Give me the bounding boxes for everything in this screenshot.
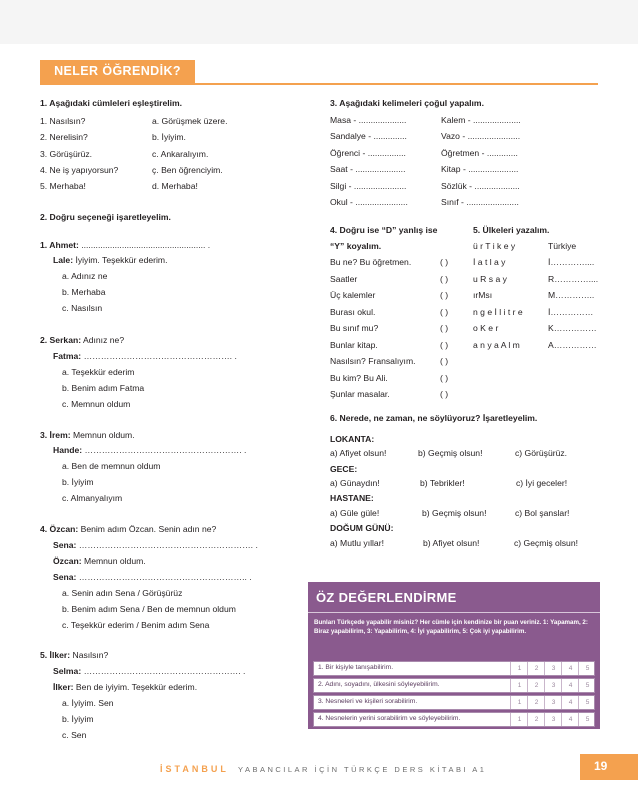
s6-title: 6. Nerede, ne zaman, ne söylüyoruz? İşaretleyelim.	[330, 413, 538, 423]
s3-right-3: Öğretmen - .............	[441, 148, 518, 158]
s1-left-4: 4. Ne iş yapıyorsun?	[40, 165, 119, 175]
score-2[interactable]: 2	[527, 679, 545, 692]
q5-text3: Ben de iyiyim. Teşekkür ederim.	[73, 682, 198, 692]
s5-answer-4: M…………..	[548, 290, 595, 300]
s3-right-5: Sözlük - ...................	[441, 181, 520, 191]
page-number: 19	[594, 759, 608, 773]
s4-item-3: Üç kalemler	[330, 290, 376, 300]
assessment-row-label: 1. Bir kişiyle tanışabilirim.	[318, 664, 394, 671]
q3-line1	[40, 429, 135, 441]
q4-opt-a: a. Senin adın Sena / Görüşürüz	[62, 588, 183, 598]
s6-hastane-a[interactable]: a) Güle güle!	[330, 508, 380, 518]
s4-item-8: Bu kim? Bu Ali.	[330, 373, 388, 383]
score-5[interactable]: 5	[578, 662, 596, 675]
q3-opt-b: b. İyiyim	[62, 477, 94, 487]
s5-scrambled-1: ü r T i k e y	[473, 241, 516, 251]
assessment-row-4	[313, 712, 595, 727]
s5-answer-5: İ……………	[548, 307, 594, 317]
s4-title-1: 4. Doğru ise “D” yanlış ise	[330, 225, 438, 235]
q1-text2: İyiyim. Teşekkür ederim.	[73, 255, 168, 265]
s5-answer-3: R…………....	[548, 274, 599, 284]
section-banner: NELER ÖĞRENDİK?	[40, 60, 195, 83]
q4-line1	[40, 523, 216, 535]
footer-istanbul: İSTANBUL	[160, 764, 229, 774]
s1-right-b: b. İyiyim.	[152, 132, 186, 142]
s4-item-2: Saatler	[330, 274, 358, 284]
answer-box-9[interactable]: ( )	[440, 389, 449, 399]
s6-gece-c[interactable]: c) İyi geceler!	[516, 478, 568, 488]
score-4[interactable]: 4	[561, 679, 579, 692]
s3-left-4: Saat - .....................	[330, 164, 406, 174]
s6-heading-hastane: HASTANE:	[330, 493, 374, 503]
s1-left-3: 3. Görüşürüz.	[40, 149, 93, 159]
q4-opt-c: c. Teşekkür ederim / Benim adım Sena	[62, 620, 210, 630]
q1-speaker: 1. Ahmet:	[40, 240, 79, 250]
s3-left-6: Okul - ......................	[330, 197, 408, 207]
s1-right-a: a. Görüşmek üzere.	[152, 116, 228, 126]
s6-dogumgunu-c[interactable]: c) Geçmiş olsun!	[514, 538, 578, 548]
s3-right-1: Kalem - ....................	[441, 115, 521, 125]
q2-speaker2: Fatma:	[53, 351, 82, 361]
q3-speaker: 3. İrem:	[40, 430, 71, 440]
self-assessment-title: ÖZ DEĞERLENDİRME	[316, 590, 457, 605]
s6-lokanta-b[interactable]: b) Geçmiş olsun!	[418, 448, 483, 458]
score-1[interactable]: 1	[510, 696, 528, 709]
s5-answer-7: A……………	[548, 340, 597, 350]
s4-item-7: Nasılsın? Fransalıyım.	[330, 356, 416, 366]
assessment-row-2	[313, 678, 595, 693]
q5-line1	[40, 649, 108, 661]
s6-gece-a[interactable]: a) Günaydın!	[330, 478, 380, 488]
q4-opt-b: b. Benim adım Sena / Ben de memnun oldum	[62, 604, 236, 614]
s5-answer-2: İ…………....	[548, 257, 595, 267]
q5-line3	[53, 681, 197, 693]
score-5[interactable]: 5	[578, 679, 596, 692]
s1-left-5: 5. Merhaba!	[40, 181, 86, 191]
s4-title-2: “Y” koyalım.	[330, 241, 382, 251]
score-5[interactable]: 5	[578, 713, 596, 726]
s6-dogumgunu-b[interactable]: b) Afiyet olsun!	[423, 538, 480, 548]
s3-left-3: Öğrenci - ................	[330, 148, 406, 158]
q2-line2	[53, 350, 237, 362]
score-2[interactable]: 2	[527, 696, 545, 709]
s1-right-c: c. Ankaralıyım.	[152, 149, 209, 159]
q5-speaker: 5. İlker:	[40, 650, 71, 660]
banner-rule	[40, 83, 598, 85]
q1-opt-c: c. Nasılsın	[62, 303, 103, 313]
s5-scrambled-6: o K e r	[473, 323, 499, 333]
s3-left-2: Sandalye - ..............	[330, 131, 407, 141]
q1-opt-a: a. Adınız ne	[62, 271, 108, 281]
q5-line2	[53, 665, 245, 677]
s3-right-2: Vazo - ......................	[441, 131, 521, 141]
s5-scrambled-5: n g e İ l i t r e	[473, 307, 523, 317]
score-3[interactable]: 3	[544, 713, 562, 726]
score-2[interactable]: 2	[527, 662, 545, 675]
answer-box-3[interactable]: ( )	[440, 290, 449, 300]
s4-item-9: Şunlar masalar.	[330, 389, 390, 399]
s5-scrambled-4: ırMsı	[473, 290, 493, 300]
q2-text1: Adınız ne?	[81, 335, 125, 345]
q1-opt-b: b. Merhaba	[62, 287, 106, 297]
s3-right-4: Kitap - .....................	[441, 164, 519, 174]
q3-opt-c: c. Almanyalıyım	[62, 493, 123, 503]
q5-speaker3: İlker:	[53, 682, 74, 692]
s6-heading-dogumgunu: DOĞUM GÜNÜ:	[330, 523, 394, 533]
q5-text1: Nasılsın?	[70, 650, 109, 660]
s1-right-cc: ç. Ben öğrenciyim.	[152, 165, 223, 175]
q2-text2: ……………………………………………. .	[81, 351, 237, 361]
score-3[interactable]: 3	[544, 662, 562, 675]
score-1[interactable]: 1	[510, 662, 528, 675]
score-3[interactable]: 3	[544, 696, 562, 709]
s2-title: 2. Doğru seçeneği işaretleyelim.	[40, 212, 171, 222]
s4-item-1: Bu ne? Bu öğretmen.	[330, 257, 412, 267]
q1-line1	[40, 239, 210, 251]
q5-opt-a: a. İyiyim. Sen	[62, 698, 114, 708]
q4-text2: ……………………………………………………. .	[76, 540, 258, 550]
self-assessment-desc: Bunları Türkçede yapabilir misiniz? Her cümle için kendinize bir puan veriniz. 1: Yapamam, 2: Biraz yapabilirim, 3: Yapabilirim, 4: İyi yapabilirim, 5: Çok iyi yapabilirim.	[314, 619, 588, 635]
q2-opt-a: a. Teşekkür ederim	[62, 367, 135, 377]
s6-lokanta-a[interactable]: a) Afiyet olsun!	[330, 448, 387, 458]
q2-opt-b: b. Benim adım Fatma	[62, 383, 145, 393]
footer-subtitle: YABANCILAR İÇİN TÜRKÇE DERS KİTABI A1	[238, 765, 487, 774]
s6-lokanta-c[interactable]: c) Görüşürüz.	[515, 448, 568, 458]
assessment-row-3	[313, 695, 595, 710]
top-margin-band	[0, 0, 638, 44]
assessment-row-label: 3. Nesneleri ve kişileri sorabilirim.	[318, 698, 418, 705]
score-4[interactable]: 4	[561, 713, 579, 726]
s4-item-5: Bu sınıf mu?	[330, 323, 379, 333]
answer-box-8[interactable]: ( )	[440, 373, 449, 383]
q1-blank: .................................................... .	[78, 240, 211, 250]
s1-right-d: d. Merhaba!	[152, 181, 198, 191]
q3-line2	[53, 444, 246, 456]
answer-box-7[interactable]: ( )	[440, 356, 449, 366]
answer-box-2[interactable]: ( )	[440, 274, 449, 284]
q3-text1: Memnun oldum.	[70, 430, 135, 440]
q4-text1: Benim adım Özcan. Senin adın ne?	[78, 524, 217, 534]
s1-title: 1. Aşağıdaki cümleleri eşleştirelim.	[40, 98, 183, 108]
q3-text2: ………………………………………………. .	[82, 445, 247, 455]
s3-title: 3. Aşağıdaki kelimeleri çoğul yapalım.	[330, 98, 484, 108]
q3-speaker2: Hande:	[53, 445, 83, 455]
s6-dogumgunu-a[interactable]: a) Mutlu yıllar!	[330, 538, 384, 548]
s4-item-4: Burası okul.	[330, 307, 376, 317]
s6-hastane-b[interactable]: b) Geçmiş olsun!	[422, 508, 487, 518]
q4-line4	[53, 571, 252, 583]
s6-heading-lokanta: LOKANTA:	[330, 434, 375, 444]
assessment-row-label: 2. Adını, soyadını, ülkesini söyleyebilirim.	[318, 681, 440, 688]
assessment-row-label: 4. Nesnelerin yerini sorabilirim ve söyleyebilirim.	[318, 715, 461, 722]
q3-opt-a: a. Ben de memnun oldum	[62, 461, 161, 471]
s5-title: 5. Ülkeleri yazalım.	[473, 225, 550, 235]
answer-box-1[interactable]: ( )	[440, 257, 449, 267]
s5-scrambled-3: u R s a y	[473, 274, 507, 284]
q5-text2: ………………………………………………. .	[81, 666, 246, 676]
s3-left-5: Silgi - ......................	[330, 181, 407, 191]
s5-scrambled-7: a n y a A l m	[473, 340, 520, 350]
assessment-row-1	[313, 661, 595, 676]
score-4[interactable]: 4	[561, 662, 579, 675]
answer-box-5[interactable]: ( )	[440, 323, 449, 333]
score-1[interactable]: 1	[510, 713, 528, 726]
s5-answer-6: K……………	[548, 323, 597, 333]
s4-item-6: Bunlar kitap.	[330, 340, 378, 350]
q4-speaker4: Sena:	[53, 572, 77, 582]
q1-speaker2: Lale:	[53, 255, 74, 265]
s5-answer-1: Türkiye	[548, 241, 577, 251]
score-3[interactable]: 3	[544, 679, 562, 692]
score-1[interactable]: 1	[510, 679, 528, 692]
q2-speaker: 2. Serkan:	[40, 335, 82, 345]
q5-opt-b: b. İyiyim	[62, 714, 94, 724]
answer-box-4[interactable]: ( )	[440, 307, 449, 317]
q2-line1	[40, 334, 124, 346]
q4-speaker2: Sena:	[53, 540, 77, 550]
q5-speaker2: Selma:	[53, 666, 82, 676]
q1-line2	[53, 254, 167, 266]
q4-speaker: 4. Özcan:	[40, 524, 79, 534]
s6-heading-gece: GECE:	[330, 464, 358, 474]
s1-left-1: 1. Nasılsın?	[40, 116, 86, 126]
q4-speaker3: Özcan:	[53, 556, 82, 566]
footer-book-title	[160, 764, 486, 774]
s5-scrambled-2: İ a t l a y	[473, 257, 506, 267]
s6-hastane-c[interactable]: c) Bol şanslar!	[515, 508, 570, 518]
s6-gece-b[interactable]: b) Tebrikler!	[420, 478, 465, 488]
self-assessment-rule	[308, 612, 600, 613]
score-2[interactable]: 2	[527, 713, 545, 726]
answer-box-6[interactable]: ( )	[440, 340, 449, 350]
page-number-tab	[580, 754, 638, 780]
s1-left-2: 2. Nerelisin?	[40, 132, 88, 142]
q4-text4: ………………………………………………….. .	[76, 572, 252, 582]
score-4[interactable]: 4	[561, 696, 579, 709]
q4-line2	[53, 539, 258, 551]
q5-opt-c: c. Sen	[62, 730, 87, 740]
q2-opt-c: c. Memnun oldum	[62, 399, 131, 409]
q4-text3: Memnun oldum.	[81, 556, 146, 566]
s3-right-6: Sınıf - ......................	[441, 197, 519, 207]
q4-line3	[53, 555, 146, 567]
score-5[interactable]: 5	[578, 696, 596, 709]
s3-left-1: Masa - ....................	[330, 115, 407, 125]
